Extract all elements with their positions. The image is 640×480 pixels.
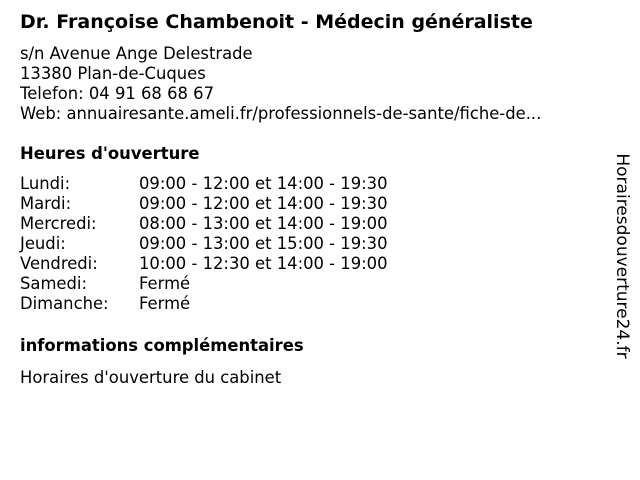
day-hours: 09:00 - 13:00 et 15:00 - 19:30 (139, 234, 388, 253)
website-link[interactable]: annuairesante.ameli.fr/professionnels-de-sante/fiche-de... (66, 104, 542, 123)
hours-row-dimanche (20, 294, 605, 314)
phone-line (20, 84, 605, 104)
day-label: Dimanche: (20, 294, 109, 313)
hours-row-vendredi (20, 254, 605, 274)
phone-label: Telefon: (20, 84, 84, 103)
address-street: s/n Avenue Ange Delestrade (20, 44, 253, 63)
practice-card (20, 8, 605, 388)
hours-row-lundi (20, 174, 605, 194)
day-hours: 09:00 - 12:00 et 14:00 - 19:30 (139, 194, 388, 213)
info-heading: informations complémentaires (20, 336, 304, 355)
hours-row-jeudi (20, 234, 605, 254)
day-label: Lundi: (20, 174, 71, 193)
hours-row-mercredi (20, 214, 605, 234)
opening-hours-table (20, 174, 605, 314)
page-title: Dr. Françoise Chambenoit - Médecin généraliste (20, 11, 533, 33)
day-label: Mardi: (20, 194, 72, 213)
day-label: Samedi: (20, 274, 87, 293)
day-label: Mercredi: (20, 214, 97, 233)
hours-heading: Heures d'ouverture (20, 144, 200, 163)
site-watermark: Horairesdouverture24.fr (612, 153, 632, 359)
day-hours: Fermé (139, 274, 191, 293)
day-hours: 10:00 - 12:30 et 14:00 - 19:00 (139, 254, 388, 273)
web-label: Web: (20, 104, 62, 123)
contact-block (20, 44, 605, 124)
day-label: Vendredi: (20, 254, 98, 273)
day-hours: Fermé (139, 294, 191, 313)
phone-number[interactable]: 04 91 68 68 67 (88, 84, 214, 103)
hours-row-mardi (20, 194, 605, 214)
day-hours: 09:00 - 12:00 et 14:00 - 19:30 (139, 174, 388, 193)
address-city: 13380 Plan-de-Cuques (20, 64, 206, 83)
info-text: Horaires d'ouverture du cabinet (20, 368, 282, 387)
hours-row-samedi (20, 274, 605, 294)
day-label: Jeudi: (20, 234, 66, 253)
web-line (20, 104, 605, 124)
day-hours: 08:00 - 13:00 et 14:00 - 19:00 (139, 214, 388, 233)
